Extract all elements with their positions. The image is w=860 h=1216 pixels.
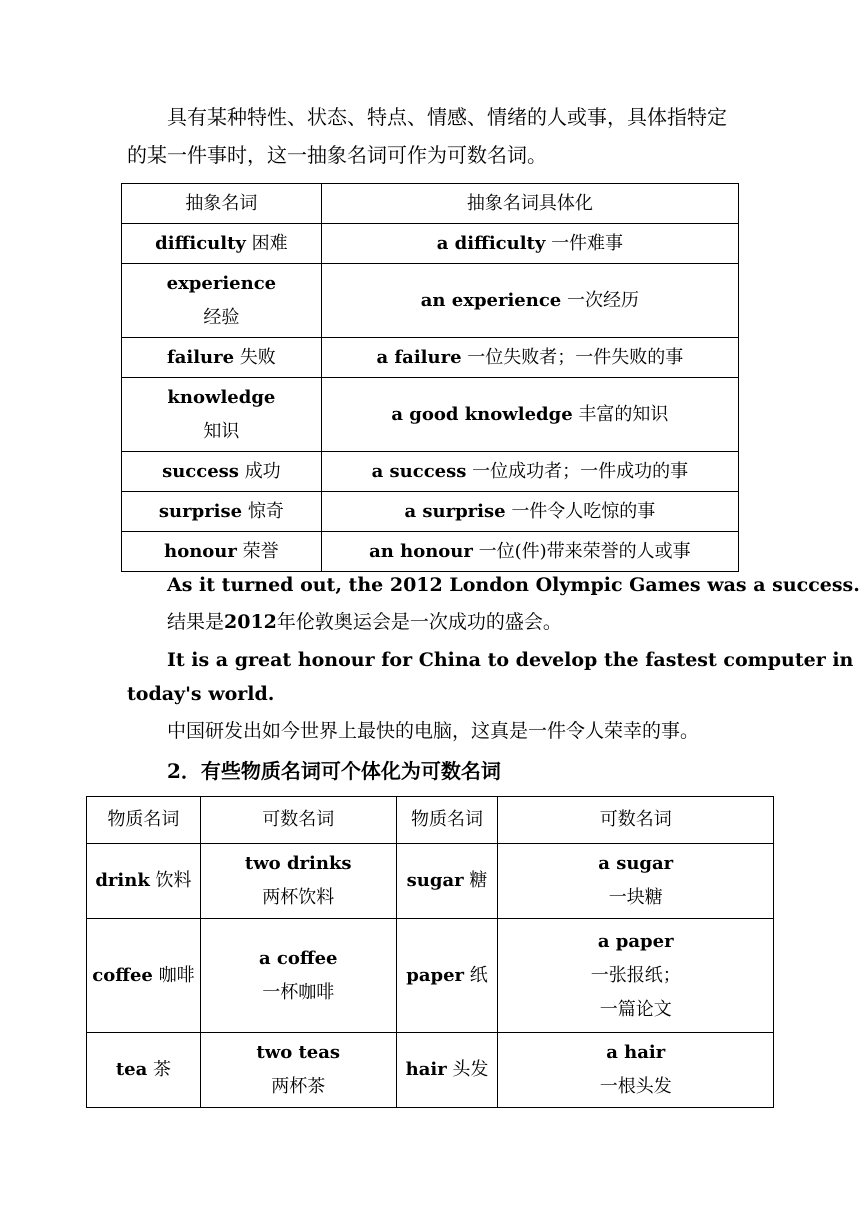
noun-en: knowledge [167, 386, 276, 408]
material-zh: 纸 [469, 964, 488, 986]
example-zh: 一位(件)带来荣誉的人或事 [478, 540, 691, 562]
noun-zh: 荣誉 [242, 540, 279, 562]
example-cell [321, 264, 738, 338]
material-zh: 糖 [469, 870, 488, 891]
example-2-zh-text: 中国研发出如今世界上最快的电脑，这真是一件令人荣幸的事。 [167, 720, 700, 742]
noun-cell [122, 452, 322, 492]
noun-zh: 经验 [203, 306, 240, 328]
example-sentence-en-2-line-1 [127, 642, 854, 678]
material-en: drink [95, 870, 150, 891]
table-header-cell: 抽象名词具体化 [321, 184, 738, 224]
countable-zh: 一块糖 [608, 887, 663, 908]
example-sentence-en-2-line-2 [127, 676, 737, 712]
material-en: paper [406, 964, 465, 986]
noun-cell [122, 224, 322, 264]
material-cell [396, 844, 498, 919]
table-row [122, 264, 739, 338]
table-header-cell: 物质名词 [87, 797, 201, 844]
example-zh: 丰富的知识 [578, 403, 669, 425]
countable-zh: 一根头发 [599, 1076, 672, 1097]
intro-text: 具有某种特性、状态、特点、情感、情绪的人或事，具体指特定的某一件事时，这一抽象名词可作为可数名词。 [127, 105, 727, 167]
example-cell [321, 224, 738, 264]
noun-zh: 困难 [251, 232, 288, 254]
example-en: a good knowledge [391, 403, 573, 425]
noun-cell [122, 532, 322, 572]
noun-zh: 成功 [244, 460, 281, 482]
material-cell [87, 844, 201, 919]
example-zh: 一次经历 [567, 289, 639, 311]
table-row [122, 492, 739, 532]
example-zh: 一件难事 [551, 232, 624, 254]
countable-en: two teas [256, 1042, 341, 1063]
table-row [122, 378, 739, 452]
noun-en: surprise [158, 500, 243, 522]
material-en: sugar [406, 870, 464, 891]
table-row [122, 338, 739, 378]
example-sentence-zh-2 [127, 713, 737, 749]
example-cell [321, 452, 738, 492]
noun-zh: 失败 [239, 346, 276, 368]
table-header-row [87, 797, 774, 844]
countable-cell [200, 1033, 396, 1108]
example-1-zh-year: 2012 [224, 611, 277, 633]
table-header-cell: 抽象名词 [122, 184, 322, 224]
section-number: 2． [167, 759, 201, 783]
example-en: a difficulty [436, 232, 546, 254]
noun-en: experience [166, 272, 277, 294]
example-en: a failure [376, 346, 462, 368]
countable-cell [498, 919, 774, 1033]
countable-zh: 一杯咖啡 [262, 981, 335, 1003]
countable-zh: 两杯茶 [271, 1076, 326, 1097]
noun-en: difficulty [155, 232, 246, 254]
material-zh: 咖啡 [158, 964, 195, 986]
material-cell [396, 919, 498, 1033]
noun-en: success [162, 460, 239, 482]
table-header-cell: 可数名词 [498, 797, 774, 844]
example-sentence-en-1 [127, 567, 860, 603]
material-en: tea [115, 1059, 148, 1080]
noun-cell [122, 264, 322, 338]
material-cell [396, 1033, 498, 1108]
countable-en: a paper [597, 930, 674, 952]
countable-cell [498, 1033, 774, 1108]
noun-zh: 知识 [203, 420, 240, 442]
material-cell [87, 919, 201, 1033]
example-2-en-line-1: It is a great honour for China to develop the fastest computer in [167, 649, 854, 671]
countable-en: a hair [606, 1042, 666, 1063]
table-row [87, 844, 774, 919]
table-row [87, 1033, 774, 1108]
example-zh: 一位成功者；一件成功的事 [472, 460, 689, 482]
table-row [122, 224, 739, 264]
example-1-zh-post: 年伦敦奥运会是一次成功的盛会。 [276, 611, 562, 633]
noun-zh: 惊奇 [247, 500, 284, 522]
abstract-noun-table [121, 183, 739, 572]
noun-cell [122, 492, 322, 532]
example-cell [321, 492, 738, 532]
example-cell [321, 378, 738, 452]
table-row [122, 532, 739, 572]
example-1-zh-pre: 结果是 [167, 611, 225, 633]
countable-en: two drinks [244, 853, 352, 874]
noun-en: failure [166, 346, 235, 368]
example-en: an experience [420, 289, 562, 311]
material-zh: 饮料 [155, 870, 192, 891]
material-noun-table [86, 796, 774, 1108]
countable-cell [200, 844, 396, 919]
section-title: 有些物质名词可个体化为可数名词 [200, 759, 501, 783]
countable-cell [498, 844, 774, 919]
table-header-cell: 物质名词 [396, 797, 498, 844]
example-en: a success [371, 460, 467, 482]
example-zh: 一位失败者；一件失败的事 [467, 346, 684, 368]
example-2-en-line-2: today's world. [127, 683, 275, 705]
material-en: hair [405, 1059, 447, 1080]
noun-cell [122, 378, 322, 452]
example-zh: 一件令人吃惊的事 [511, 500, 656, 522]
countable-zh: 一篇论文 [599, 998, 672, 1020]
example-en: a surprise [404, 500, 506, 522]
table-header-row [122, 184, 739, 224]
example-en: an honour [369, 540, 473, 562]
noun-cell [122, 338, 322, 378]
countable-en: a coffee [258, 947, 338, 969]
countable-cell [200, 919, 396, 1033]
table-row [87, 919, 774, 1033]
table-row [122, 452, 739, 492]
example-cell [321, 532, 738, 572]
intro-paragraph [127, 98, 737, 174]
section-heading [167, 754, 501, 788]
example-1-en-text: As it turned out, the 2012 London Olympic Games was a success. [167, 574, 860, 596]
material-zh: 头发 [452, 1059, 489, 1080]
example-sentence-zh-1 [127, 604, 737, 640]
example-cell [321, 338, 738, 378]
noun-en: honour [164, 540, 237, 562]
countable-en: a sugar [598, 853, 674, 874]
countable-zh: 一张报纸； [590, 964, 681, 986]
material-zh: 茶 [153, 1059, 172, 1080]
table-header-cell: 可数名词 [200, 797, 396, 844]
material-cell [87, 1033, 201, 1108]
material-en: coffee [92, 964, 153, 986]
countable-zh: 两杯饮料 [262, 887, 335, 908]
